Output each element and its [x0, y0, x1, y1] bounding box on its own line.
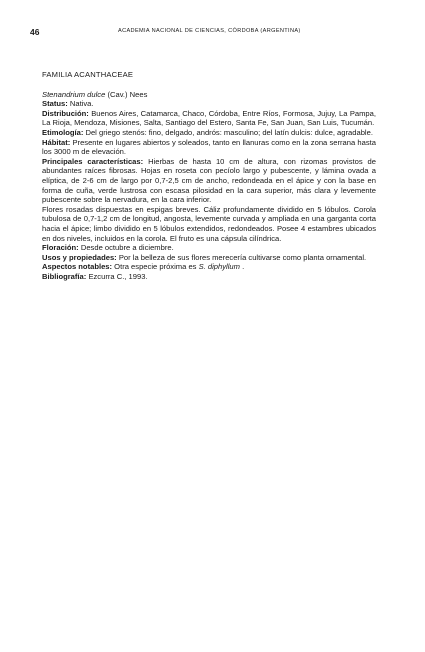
etymology-value: Del griego stenós: fino, delgado, andrós: masculino; del latín dulcis: dulce, agradable. [85, 127, 373, 137]
habitat-label: Hábitat: [42, 137, 71, 147]
flowering-line [42, 243, 376, 253]
notable-line [42, 262, 376, 272]
characteristics-value: Hierbas de hasta 10 cm de altura, con rizomas provistos de abundantes raíces fibrosas. Hojas en roseta con pecíolo largo y pubescente, y lámina ovada a elíptica, de 2-6 cm de largo por 0,7-2,5 cm de ancho, redondeada en el ápice y con la base en forma de cuña, verde lustrosa con escasa pilosidad en la cara superior, más clara y levemente pubescente sobre la nervadura, en la cara inferior. [42, 156, 376, 205]
species-line [42, 90, 376, 100]
notable-value-prefix: Otra especie próxima es [114, 262, 199, 272]
status-line [42, 99, 376, 109]
flowering-value: Desde octubre a diciembre. [80, 243, 174, 253]
distribution-value: Buenos Aires, Catamarca, Chaco, Córdoba, Entre Ríos, Formosa, Jujuy, La Pampa, La Rioja, Mendoza, Misiones, Salta, Santiago del Estero, Santa Fe, San Juan, San Luis, Tucumán. [42, 108, 376, 128]
distribution-line [42, 109, 376, 128]
distribution-label: Distribución: [42, 108, 89, 118]
etymology-label: Etimología: [42, 127, 84, 137]
species-entry [42, 70, 376, 281]
family-heading: FAMILIA ACANTHACEAE [42, 70, 134, 79]
notable-value-suffix: . [239, 262, 245, 272]
habitat-line [42, 138, 376, 157]
uses-line [42, 253, 376, 263]
status-label: Status: [42, 99, 68, 109]
characteristics-line [42, 157, 376, 205]
etymology-line [42, 128, 376, 138]
bibliography-label: Bibliografía: [42, 271, 87, 281]
uses-value: Por la belleza de sus flores merecería cultivarse como planta ornamental. [118, 252, 367, 262]
bibliography-value: Ezcurra C., 1993. [88, 271, 148, 281]
bibliography-line [42, 272, 376, 282]
uses-label: Usos y propiedades: [42, 252, 117, 262]
page-number: 46 [30, 27, 40, 37]
flowering-label: Floración: [42, 243, 79, 253]
characteristics-label: Principales características: [42, 156, 144, 166]
notable-species: S. diphyllum [198, 262, 240, 272]
notable-label: Aspectos notables: [42, 262, 113, 272]
running-head: ACADEMIA NACIONAL DE CIENCIAS, CÓRDOBA (ARGENTINA) [118, 28, 301, 34]
species-name: Stenandrium dulce [42, 89, 106, 99]
characteristics-continuation: Flores rosadas dispuestas en espigas breves. Cáliz profundamente dividido en 5 lóbulos. Corola tubulosa de 0,7-1,2 cm de longitud, angosta, levemente curvada y ampliada en una garganta corta hacia el ápice; limbo dividido en 5 lóbulos extendidos, redondeados. Posee 4 estambres ubicados en dos niveles, incluidos en la corola. El fruto es una cápsula cilíndrica. [42, 204, 376, 243]
species-author: (Cav.) Nees [107, 89, 148, 99]
habitat-value: Presente en lugares abiertos y soleados, tanto en llanuras como en la zona serrana hasta los 3000 m de elevación. [42, 137, 376, 157]
status-value: Nativa. [69, 99, 94, 109]
